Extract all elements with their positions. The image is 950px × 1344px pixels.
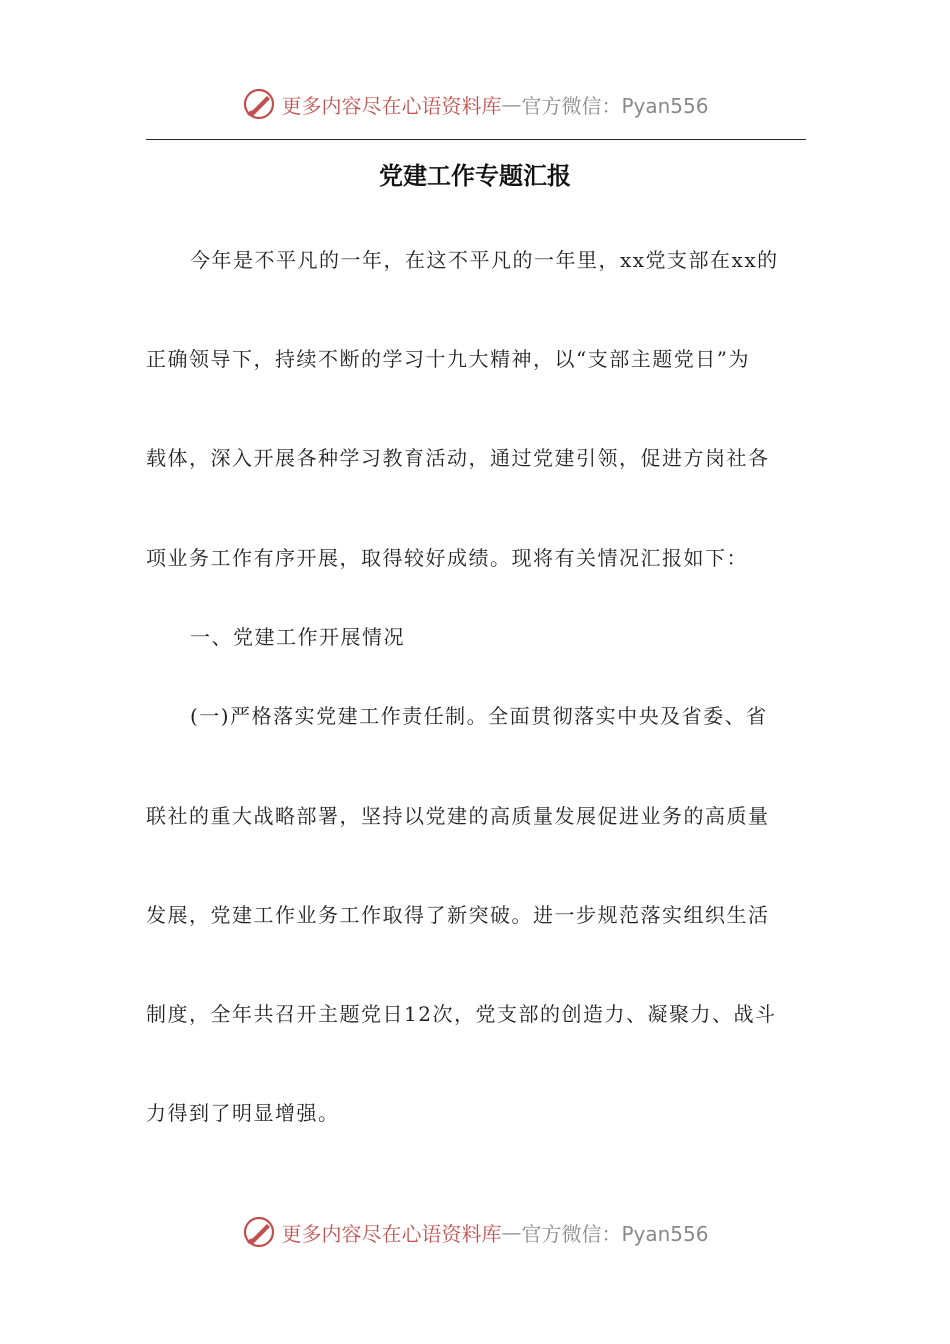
header-brand-text: 更多内容尽在心语资料库 xyxy=(281,93,502,118)
quill-logo-icon xyxy=(241,86,277,122)
quill-logo-icon xyxy=(241,1214,277,1250)
document-title: 党建工作专题汇报 xyxy=(379,161,571,190)
header-wechat-text: 官方微信：Pyan556 xyxy=(521,93,709,118)
paragraph-line: 制度，全年共召开主题党日12次，党支部的创造力、凝聚力、战斗 xyxy=(146,1002,777,1026)
header-watermark xyxy=(0,82,950,126)
paragraph-line: 载体，深入开展各种学习教育活动，通过党建引领，促进方岗社各 xyxy=(146,446,770,470)
paragraph-line: (一)严格落实党建工作责任制。全面贯彻落实中央及省委、省 xyxy=(190,704,768,728)
footer-wechat-text: 官方微信：Pyan556 xyxy=(521,1221,709,1246)
paragraph-line: 联社的重大战略部署，坚持以党建的高质量发展促进业务的高质量 xyxy=(146,804,770,828)
paragraph-line: 正确领导下，持续不断的学习十九大精神，以“支部主题党日”为 xyxy=(146,347,750,371)
footer-watermark xyxy=(0,1210,950,1254)
paragraph-line: 今年是不平凡的一年，在这不平凡的一年里，xx党支部在xx的 xyxy=(190,248,779,272)
footer-separator: — xyxy=(501,1220,522,1244)
header-divider xyxy=(146,139,806,140)
section-heading: 一、党建工作开展情况 xyxy=(190,625,405,649)
header-separator: — xyxy=(501,92,522,116)
paragraph-line: 力得到了明显增强。 xyxy=(146,1101,340,1125)
footer-brand-text: 更多内容尽在心语资料库 xyxy=(281,1221,502,1246)
paragraph-line: 项业务工作有序开展，取得较好成绩。现将有关情况汇报如下： xyxy=(146,546,748,570)
paragraph-line: 发展，党建工作业务工作取得了新突破。进一步规范落实组织生活 xyxy=(146,903,770,927)
